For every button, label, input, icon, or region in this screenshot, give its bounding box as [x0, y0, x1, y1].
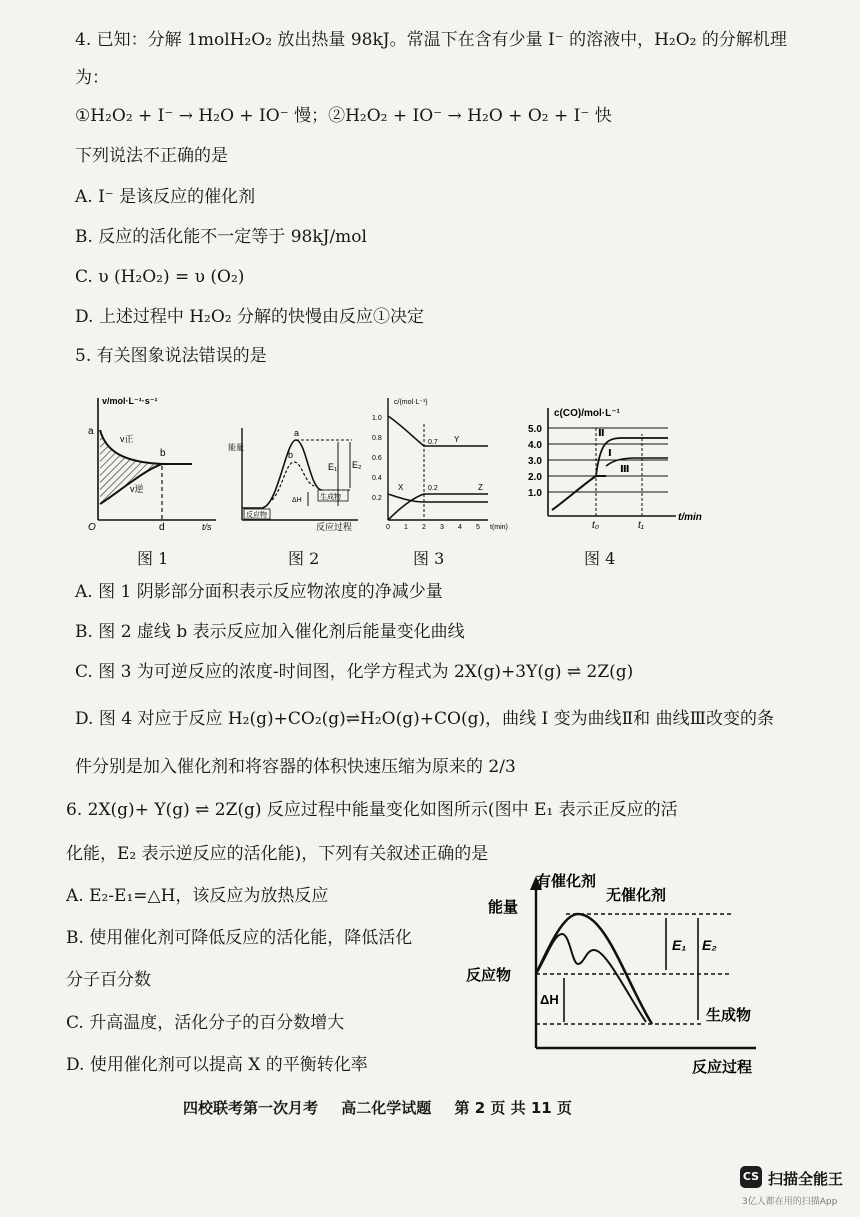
fig1-label-a: a [88, 426, 94, 437]
q6-option-c: C. 升高温度，活化分子的百分数增大 [66, 1013, 345, 1033]
q6-xlabel: 反应过程 [692, 1059, 753, 1076]
fig4-label-I: Ⅰ [608, 448, 612, 459]
q6-label-e2: E₂ [702, 937, 717, 953]
q6-curve-no-catalyst [536, 914, 652, 1024]
q5-option-d-line2: 件分别是加入催化剂和将容器的体积快速压缩为原来的 2/3 [75, 757, 516, 777]
q6-option-d: D. 使用催化剂可以提高 X 的平衡转化率 [66, 1055, 368, 1075]
fig2-label-e1: E₁ [328, 462, 338, 472]
q4-option-a: A. I⁻ 是该反应的催化剂 [75, 187, 256, 207]
fig4-ytick-1: 1.0 [528, 488, 542, 499]
q6-curve-catalyst [536, 934, 646, 1022]
fig3-ylabel: c/(mol·L⁻¹) [394, 399, 428, 406]
fig4-ytick-2: 2.0 [528, 472, 542, 483]
fig3-ytick-4: 0.4 [372, 475, 382, 482]
q4-stem-line1: 4. 已知：分解 1molH₂O₂ 放出热量 98kJ。常温下在含有少量 I⁻ 的溶液中，H₂O₂ 的分解机理 [75, 30, 787, 50]
fig1-origin: O [88, 522, 96, 532]
q6-option-b-line1: B. 使用催化剂可降低反应的活化能，降低活化 [66, 928, 413, 948]
q5-option-c: C. 图 3 为可逆反应的浓度-时间图，化学方程式为 2X(g)+3Y(g) ⇌ 2Z(g) [75, 662, 634, 682]
q6-label-no-catalyst: 无催化剂 [606, 887, 667, 904]
fig3-label-02: 0.2 [428, 485, 438, 492]
scanner-app-name: 扫描全能王 [768, 1170, 844, 1188]
footer-page: 第 2 页 共 11 页 [454, 1099, 572, 1117]
q5-option-d-line1: D. 图 4 对应于反应 H₂(g)+CO₂(g)⇌H₂O(g)+CO(g)，曲线 Ⅰ 变为曲线Ⅱ和 曲线Ⅲ改变的条 [75, 709, 774, 729]
scanner-slogan: 3亿人都在用的扫描App [742, 1197, 838, 1207]
fig3-xtick-0: 0 [386, 524, 390, 531]
scanner-logo: CS [740, 1166, 762, 1188]
fig4-ytick-4: 4.0 [528, 440, 542, 451]
fig3-ytick-1: 1.0 [372, 415, 382, 422]
fig4-ytick-3: 3.0 [528, 456, 542, 467]
fig4-label-II: Ⅱ [598, 428, 605, 439]
fig2-label-e2: E₂ [352, 460, 362, 470]
page-footer [183, 1097, 590, 1118]
fig1-ylabel: v/mol·L⁻¹·s⁻¹ [102, 396, 158, 406]
fig3-ytick-3: 0.6 [372, 455, 382, 462]
q6-energy-diagram [466, 872, 772, 1080]
fig4-label-t0: t₀ [592, 520, 599, 531]
fig2-label-reactant: 反应物 [246, 512, 267, 519]
q6-label-e1: E₁ [672, 937, 687, 953]
footer-exam: 四校联考第一次月考 [183, 1099, 319, 1117]
fig1-label-vfwd: v正 [120, 434, 134, 444]
fig3-series-X [388, 494, 488, 502]
fig3-label-X: X [398, 483, 404, 492]
fig3-xlabel: t(min) [490, 524, 508, 531]
fig4-xlabel: t/min [678, 512, 702, 523]
fig3-xtick-5: 5 [476, 524, 480, 531]
fig4-label-III: Ⅲ [620, 464, 630, 475]
footer-subject: 高二化学试题 [341, 1099, 432, 1117]
q6-label-reactant: 反应物 [466, 967, 512, 984]
q4-option-b: B. 反应的活化能不一定等于 98kJ/mol [75, 227, 367, 247]
fig2-label-b: b [288, 450, 294, 460]
fig2-label-dh: ΔH [292, 497, 302, 504]
fig4-label-t1: t₁ [638, 520, 644, 531]
fig2-xlabel: 反应过程 [316, 522, 353, 532]
fig1-caption: 图 1 [137, 549, 169, 568]
fig2-label-a: a [294, 428, 300, 438]
fig3-label-07: 0.7 [428, 439, 438, 446]
fig3-series-Y [388, 416, 488, 446]
fig4-co-concentration [526, 404, 716, 532]
fig3-label-Z: Z [478, 483, 483, 492]
q6-stem-line2: 化能，E₂ 表示逆反应的活化能)，下列有关叙述正确的是 [66, 844, 489, 864]
q4-option-d: D. 上述过程中 H₂O₂ 分解的快慢由反应①决定 [75, 307, 425, 327]
fig3-xtick-1: 1 [404, 524, 408, 531]
fig4-ytick-5: 5.0 [528, 424, 542, 435]
q4-stem-line2: 为： [75, 68, 109, 88]
q6-label-catalyst: 有催化剂 [536, 873, 597, 890]
fig2-caption: 图 2 [288, 549, 320, 568]
q4-prompt: 下列说法不正确的是 [75, 146, 228, 166]
fig2-ylabel: 能量 [228, 443, 244, 452]
fig1-rate-time [84, 392, 224, 532]
fig3-ytick-2: 0.8 [372, 435, 382, 442]
q5-option-b: B. 图 2 虚线 b 表示反应加入催化剂后能量变化曲线 [75, 622, 465, 642]
fig3-xtick-4: 4 [458, 524, 462, 531]
fig4-curve-I [552, 476, 606, 510]
q4-option-c: C. υ (H₂O₂) = υ (O₂) [75, 267, 245, 287]
q5-option-a: A. 图 1 阴影部分面积表示反应物浓度的净减少量 [75, 582, 443, 602]
fig4-ylabel: c(CO)/mol·L⁻¹ [554, 408, 620, 419]
fig3-caption: 图 3 [413, 549, 445, 568]
fig1-label-d: d [159, 522, 165, 532]
fig4-caption: 图 4 [584, 549, 616, 568]
fig1-label-b: b [160, 448, 166, 459]
fig3-xtick-3: 3 [440, 524, 444, 531]
fig3-ytick-5: 0.2 [372, 495, 382, 502]
q6-label-product: 生成物 [706, 1007, 752, 1024]
q6-label-dh: ΔH [540, 992, 559, 1007]
q6-option-a: A. E₂-E₁=△H，该反应为放热反应 [66, 886, 329, 906]
fig4-curve-III [606, 458, 668, 466]
fig3-concentration-time [370, 394, 518, 532]
fig2-energy-diagram [228, 420, 368, 532]
fig2-label-product: 生成物 [320, 494, 341, 501]
q6-stem-line1: 6. 2X(g)+ Y(g) ⇌ 2Z(g) 反应过程中能量变化如图所示(图中 E₁ 表示正反应的活 [66, 800, 678, 820]
q4-mechanism: ①H₂O₂ + I⁻ → H₂O + IO⁻ 慢；②H₂O₂ + IO⁻ → H₂O + O₂ + I⁻ 快 [75, 106, 612, 126]
fig1-label-vrev: v逆 [130, 484, 144, 494]
q5-stem: 5. 有关图象说法错误的是 [75, 346, 267, 366]
fig3-xtick-2: 2 [422, 524, 426, 531]
fig1-xlabel: t/s [202, 522, 212, 532]
q6-option-b-line2: 分子百分数 [66, 970, 151, 990]
fig3-label-Y: Y [454, 435, 460, 444]
q6-ylabel: 能量 [488, 899, 519, 916]
